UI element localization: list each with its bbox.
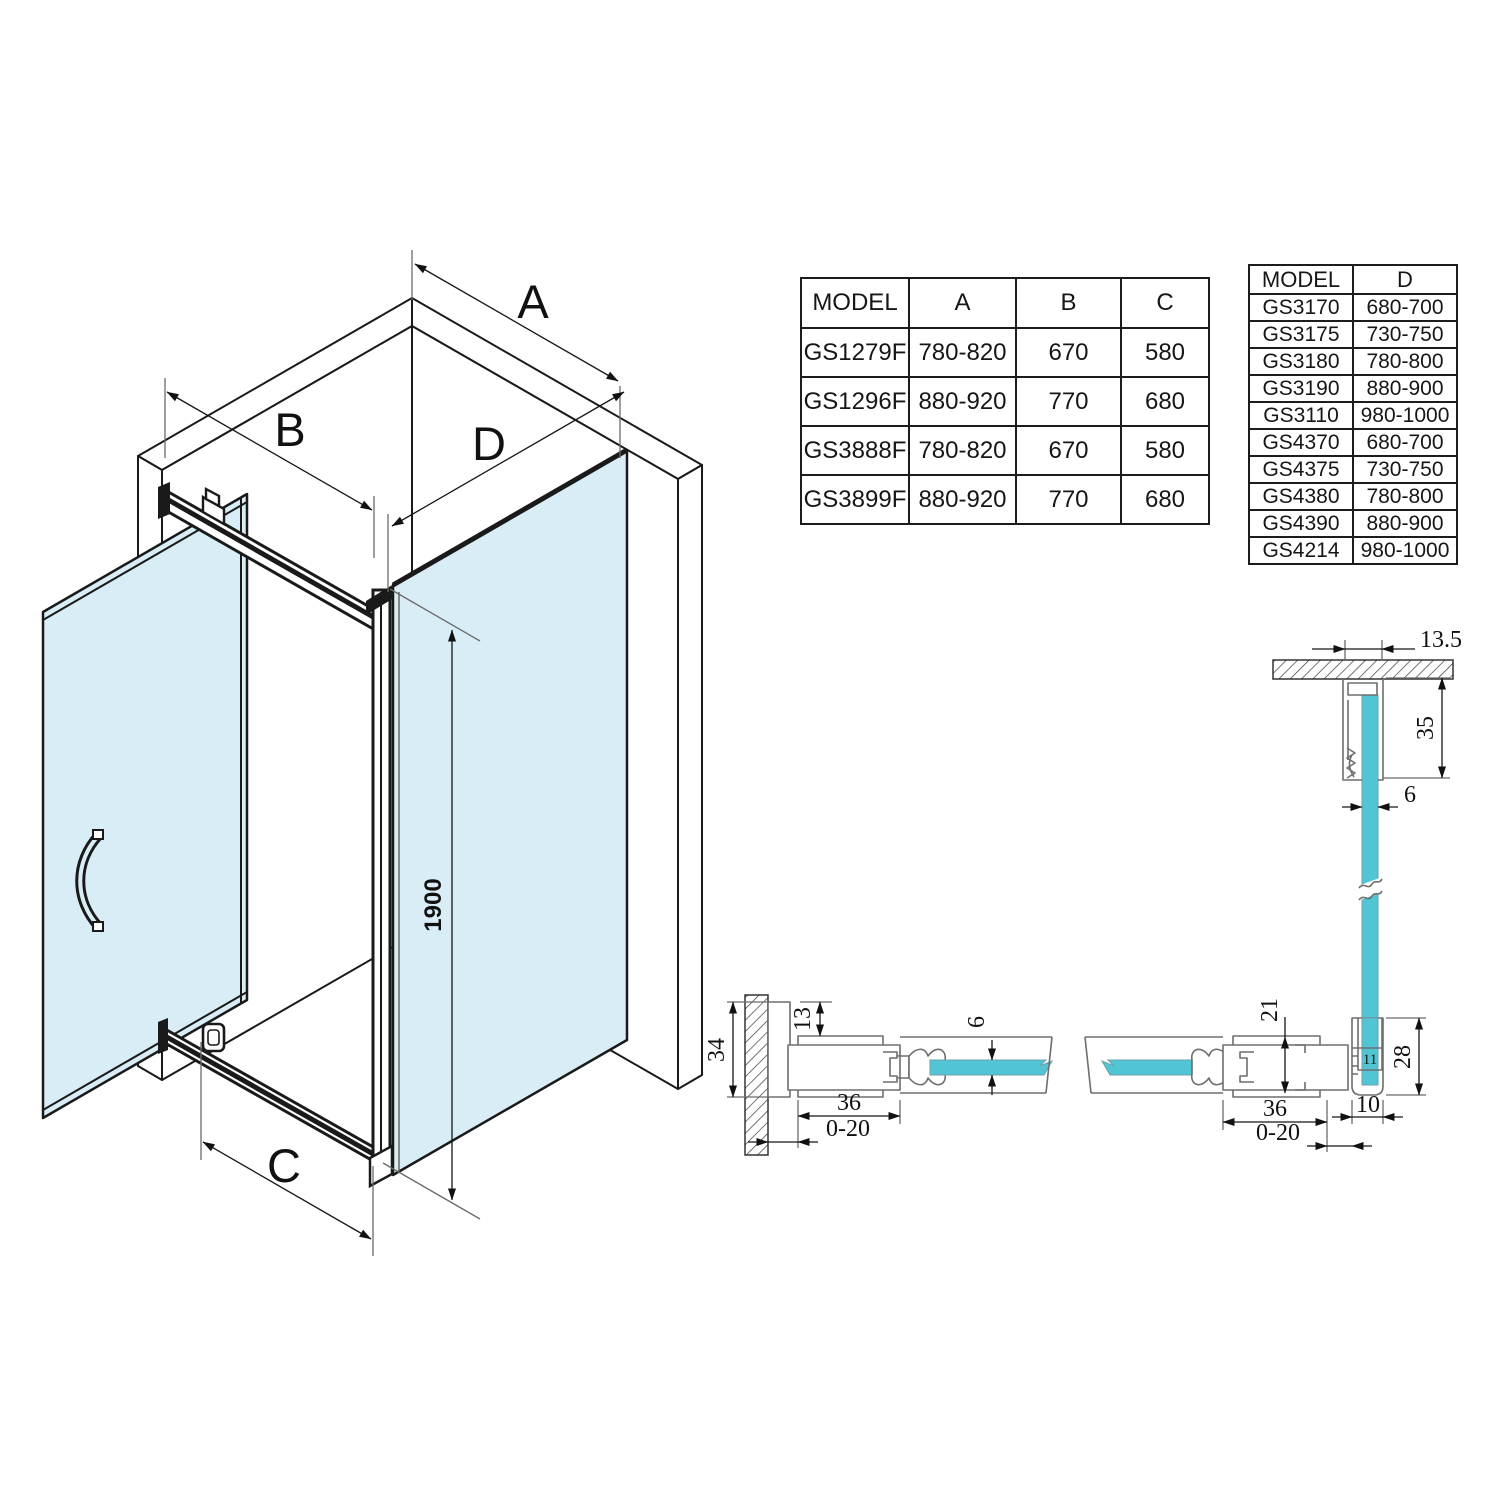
table-row — [801, 475, 1209, 524]
d-table-header-row — [1249, 265, 1457, 294]
model-cell: GS3170 — [1249, 294, 1353, 321]
table-row — [801, 377, 1209, 426]
dim-28 — [1386, 1018, 1426, 1095]
dim-13-label: 13 — [790, 1007, 816, 1031]
dim-35-label: 35 — [1413, 716, 1439, 740]
dim-11-label: 11 — [1362, 1052, 1378, 1068]
b-cell: 770 — [1016, 475, 1121, 524]
section-corner-assembly — [1085, 998, 1426, 1152]
dim-a-label: A — [517, 275, 549, 328]
model-cell: GS3175 — [1249, 321, 1353, 348]
model-cell: GS3180 — [1249, 348, 1353, 375]
d-cell: 730-750 — [1353, 321, 1457, 348]
table-row — [1249, 537, 1457, 564]
height-1900-label: 1900 — [420, 878, 447, 932]
d-header-d: D — [1353, 265, 1457, 294]
dim-d-label: D — [472, 417, 506, 470]
model-cell: GS4370 — [1249, 429, 1353, 456]
spec-header-c: C — [1121, 278, 1209, 328]
model-cell: GS3899F — [801, 475, 909, 524]
d-table-container — [1248, 264, 1458, 565]
dim-6-top — [1342, 782, 1416, 808]
d-cell: 980-1000 — [1353, 402, 1457, 429]
spec-header-model: MODEL — [801, 278, 909, 328]
c-cell: 580 — [1121, 426, 1209, 475]
isometric-enclosure-view — [43, 250, 702, 1256]
d-cell: 680-700 — [1353, 294, 1457, 321]
d-cell: 880-900 — [1353, 510, 1457, 537]
model-cell: GS4214 — [1249, 537, 1353, 564]
c-cell: 580 — [1121, 328, 1209, 377]
bottom-hinge-bracket — [203, 1024, 224, 1051]
d-cell: 880-900 — [1353, 375, 1457, 402]
dim-0-20-right-label: 0-20 — [1256, 1120, 1300, 1146]
model-cell: GS4375 — [1249, 456, 1353, 483]
wall-hatch — [745, 995, 768, 1155]
spec-header-a: A — [909, 278, 1016, 328]
dim-36-left-label: 36 — [837, 1090, 861, 1116]
d-cell: 680-700 — [1353, 429, 1457, 456]
door-glass-section-2 — [1102, 1060, 1197, 1075]
a-cell: 780-820 — [909, 426, 1016, 475]
c-cell: 680 — [1121, 377, 1209, 426]
model-cell: GS4380 — [1249, 483, 1353, 510]
corner-post-profile — [1352, 1018, 1383, 1095]
d-cell: 780-800 — [1353, 348, 1457, 375]
dim-36-right-label: 36 — [1263, 1096, 1287, 1122]
d-cell: 730-750 — [1353, 456, 1457, 483]
model-cell: GS1296F — [801, 377, 909, 426]
dim-13-5-label: 13.5 — [1420, 627, 1462, 653]
table-row — [1249, 483, 1457, 510]
a-cell: 880-920 — [909, 475, 1016, 524]
dim-b-label: B — [274, 403, 306, 456]
c-cell: 680 — [1121, 475, 1209, 524]
b-cell: 670 — [1016, 328, 1121, 377]
model-cell: GS1279F — [801, 328, 909, 377]
model-cell: GS4390 — [1249, 510, 1353, 537]
door-glass-section — [930, 1060, 1052, 1075]
dim-0-20-left-label: 0-20 — [826, 1116, 870, 1142]
d-table — [1248, 264, 1458, 565]
dim-13 — [790, 1002, 832, 1036]
model-cell: GS3190 — [1249, 375, 1353, 402]
section-wall-profile — [704, 995, 1052, 1155]
table-row — [801, 426, 1209, 475]
d-cell: 780-800 — [1353, 483, 1457, 510]
dim-34-label: 34 — [704, 1038, 730, 1062]
dim-35 — [1383, 678, 1450, 778]
dim-21-label: 21 — [1257, 998, 1283, 1022]
table-row — [1249, 348, 1457, 375]
table-row — [1249, 294, 1457, 321]
spec-table — [800, 277, 1210, 525]
table-row — [801, 328, 1209, 377]
dim-10-label: 10 — [1356, 1092, 1380, 1118]
a-cell: 780-820 — [909, 328, 1016, 377]
d-header-model: MODEL — [1249, 265, 1353, 294]
dim-6-left — [964, 1016, 992, 1095]
spec-table-header-row — [801, 278, 1209, 328]
ceiling-hatch — [1273, 660, 1453, 679]
dim-6-top-label: 6 — [1404, 782, 1416, 808]
table-row — [1249, 321, 1457, 348]
d-cell: 980-1000 — [1353, 537, 1457, 564]
table-row — [1249, 510, 1457, 537]
dim-c-label: C — [267, 1139, 301, 1192]
spec-table-container — [800, 277, 1210, 525]
table-row — [1249, 402, 1457, 429]
table-row — [1249, 456, 1457, 483]
dim-6-left-label: 6 — [964, 1016, 990, 1028]
model-cell: GS3110 — [1249, 402, 1353, 429]
dim-0-20-right — [1256, 1120, 1372, 1152]
b-cell: 770 — [1016, 377, 1121, 426]
dim-13-5 — [1312, 627, 1462, 660]
corner-profile-body — [1192, 1036, 1348, 1097]
a-cell: 880-920 — [909, 377, 1016, 426]
dim-28-label: 28 — [1390, 1045, 1416, 1069]
b-cell: 670 — [1016, 426, 1121, 475]
spec-header-b: B — [1016, 278, 1121, 328]
dim-10 — [1332, 1092, 1403, 1124]
table-row — [1249, 429, 1457, 456]
model-cell: GS3888F — [801, 426, 909, 475]
table-row — [1249, 375, 1457, 402]
